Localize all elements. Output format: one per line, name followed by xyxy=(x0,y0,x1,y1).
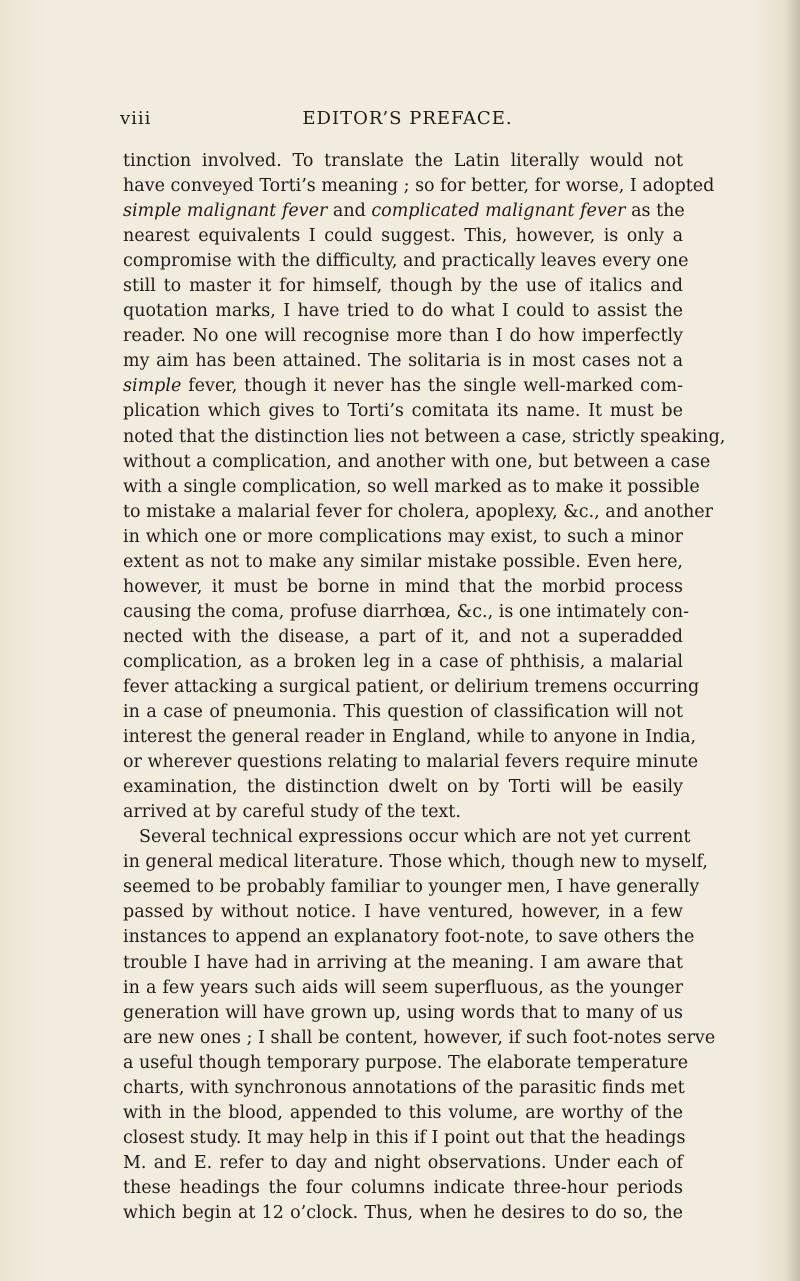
text-line-paragraph-start: Several technical expressions occur which are not yet current xyxy=(139,827,691,848)
italic-word: simple xyxy=(123,376,182,397)
running-head: EDITOR’S PREFACE. xyxy=(302,108,513,129)
text-line: complication, as a broken leg in a case of phthisis, a malarial xyxy=(123,651,683,672)
text-line: fever attacking a surgical patient, or delirium tremens occurring xyxy=(123,676,700,697)
text-line: a useful though temporary purpose. The elaborate temperature xyxy=(123,1052,689,1073)
text-line: without a complication, and another with one, but between a case xyxy=(123,451,711,472)
italic-phrase: complicated malignant fever xyxy=(371,201,626,222)
text-line: noted that the distinction lies not between a case, strictly speaking, xyxy=(123,426,726,447)
text-line: closest study. It may help in this if I point out that the headings xyxy=(123,1127,686,1148)
page-edge-shadow xyxy=(784,0,800,1281)
text-line: or wherever questions relating to malarial fevers require minute xyxy=(123,752,699,773)
body-text xyxy=(123,149,726,1226)
text-line: plication which gives to Torti’s comitata its name. It must be xyxy=(123,401,683,422)
text-line: still to master it for himself, though by the use of italics and xyxy=(123,276,683,297)
text-line: to mistake a malarial fever for cholera, apoplexy, &c., and another xyxy=(123,501,714,522)
text-line: in a few years such aids will seem superfluous, as the younger xyxy=(123,977,683,998)
text-line: instances to append an explanatory foot-note, to save others the xyxy=(123,927,695,948)
text-line-with-italics xyxy=(123,199,683,224)
text-line: in which one or more complications may exist, to such a minor xyxy=(123,526,683,547)
text-line: extent as not to make any similar mistake possible. Even here, xyxy=(123,551,683,572)
text-line: charts, with synchronous annotations of the parasitic finds met xyxy=(123,1077,685,1098)
text-line: M. and E. refer to day and night observations. Under each of xyxy=(123,1152,683,1173)
italic-phrase: simple malignant fever xyxy=(123,201,328,222)
text-line: are new ones ; I shall be content, however, if such foot-notes serve xyxy=(123,1027,716,1048)
text-line: with a single complication, so well marked as to make it possible xyxy=(123,476,700,497)
text-line: these headings the four columns indicate three-hour periods xyxy=(123,1177,683,1198)
text-line: nected with the disease, a part of it, and not a superadded xyxy=(123,626,683,647)
line-fragment: as the xyxy=(625,201,685,222)
text-line: in general medical literature. Those which, though new to myself, xyxy=(123,852,708,873)
text-line: passed by without notice. I have ventured, however, in a few xyxy=(123,902,683,923)
text-line: compromise with the difficulty, and practically leaves every one xyxy=(123,251,689,272)
line-fragment: fever, though it never has the single well-marked com- xyxy=(181,376,683,397)
text-line-paragraph-end: arrived at by careful study of the text. xyxy=(123,802,461,823)
text-line: however, it must be borne in mind that the morbid process xyxy=(123,576,683,597)
text-line: tinction involved. To translate the Latin literally would not xyxy=(123,151,683,171)
text-line: generation will have grown up, using words that to many of us xyxy=(123,1002,683,1023)
text-line: reader. No one will recognise more than I do how imperfectly xyxy=(123,326,683,347)
text-line: causing the coma, profuse diarrhœa, &c., is one intimately con- xyxy=(123,601,690,622)
text-line: which begin at 12 o’clock. Thus, when he desires to do so, the xyxy=(123,1202,683,1223)
text-line: my aim has been attained. The solitaria is in most cases not a xyxy=(123,351,683,372)
page-header xyxy=(120,108,695,138)
text-line: have conveyed Torti’s meaning ; so for better, for worse, I adopted xyxy=(123,176,715,197)
text-line: examination, the distinction dwelt on by Torti will be easily xyxy=(123,777,683,798)
page-number: viii xyxy=(120,108,152,129)
text-line: with in the blood, appended to this volume, are worthy of the xyxy=(123,1102,683,1123)
text-line: seemed to be probably familiar to younger men, I have generally xyxy=(123,877,700,898)
text-line: interest the general reader in England, while to anyone in India, xyxy=(123,727,697,748)
text-line-with-italics xyxy=(123,374,683,399)
text-line: quotation marks, I have tried to do what I could to assist the xyxy=(123,301,683,322)
line-fragment: and xyxy=(327,201,372,222)
text-line: nearest equivalents I could suggest. This, however, is only a xyxy=(123,226,683,247)
text-line: trouble I have had in arriving at the meaning. I am aware that xyxy=(123,952,683,973)
text-line: in a case of pneumonia. This question of classification will not xyxy=(123,702,683,723)
